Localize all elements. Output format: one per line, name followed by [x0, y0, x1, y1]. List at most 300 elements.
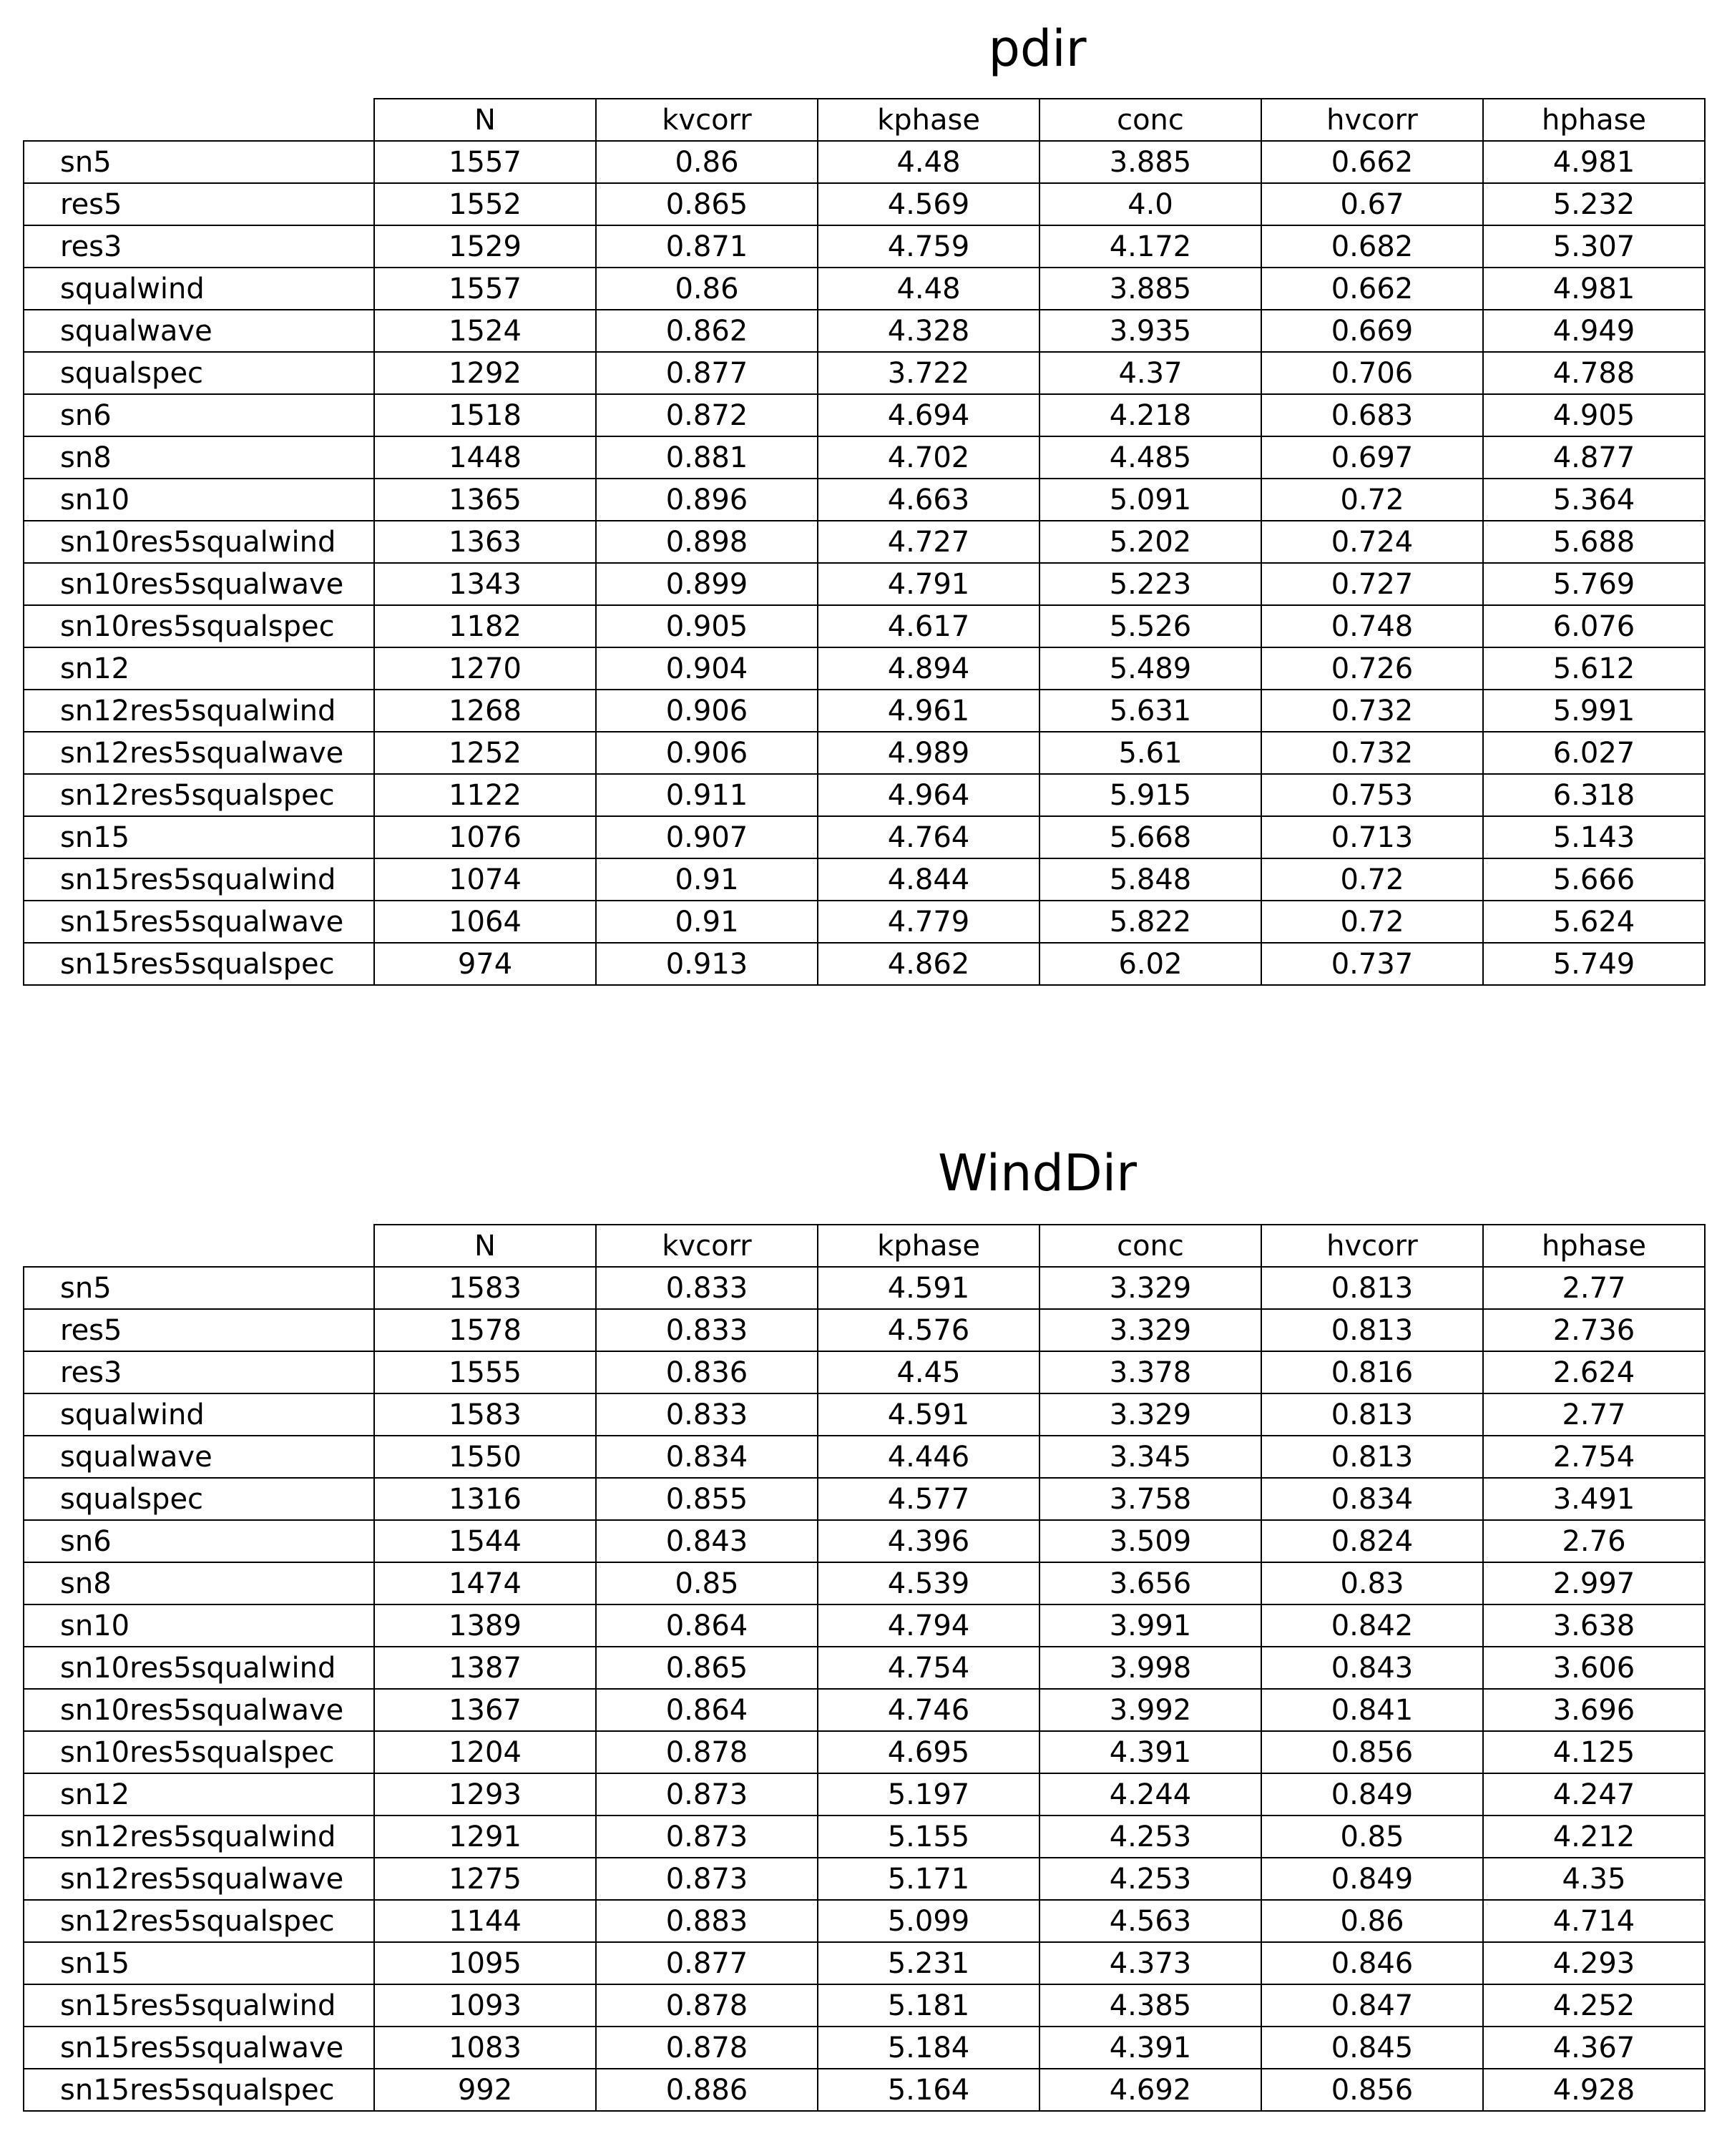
table-cell: 0.85 [596, 1562, 818, 1604]
table-cell: 4.48 [818, 268, 1039, 310]
table-cell: 4.844 [818, 858, 1039, 901]
table-cell: 0.682 [1261, 225, 1483, 268]
table-cell: 0.67 [1261, 183, 1483, 225]
table-cell: 0.906 [596, 690, 818, 732]
table-cell: 4.591 [818, 1267, 1039, 1309]
table-cell: 0.911 [596, 774, 818, 816]
row-label: sn6 [24, 394, 374, 436]
column-header: conc [1039, 99, 1261, 141]
table-row [24, 1436, 1705, 1478]
table-cell: 3.329 [1039, 1267, 1261, 1309]
table-row [24, 858, 1705, 901]
table-cell: 0.836 [596, 1351, 818, 1393]
table-cell: 2.77 [1483, 1267, 1705, 1309]
table-cell: 1474 [374, 1562, 596, 1604]
table-cell: 5.489 [1039, 647, 1261, 690]
table-cell: 4.252 [1483, 1984, 1705, 2027]
table-cell: 1557 [374, 268, 596, 310]
table-cell: 4.0 [1039, 183, 1261, 225]
table-cell: 4.981 [1483, 268, 1705, 310]
table-row [24, 690, 1705, 732]
table-row [24, 268, 1705, 310]
table-row [24, 901, 1705, 943]
table-cell: 0.753 [1261, 774, 1483, 816]
table-cell: 0.899 [596, 563, 818, 605]
table-row [24, 1267, 1705, 1309]
table-cell: 0.849 [1261, 1858, 1483, 1900]
table-cell: 2.624 [1483, 1351, 1705, 1393]
table-cell: 0.886 [596, 2069, 818, 2111]
column-header: kvcorr [596, 1225, 818, 1267]
table-cell: 3.378 [1039, 1351, 1261, 1393]
table-cell: 5.184 [818, 2027, 1039, 2069]
table-row [24, 1942, 1705, 1984]
table-cell: 5.749 [1483, 943, 1705, 985]
header-row [24, 1225, 1705, 1267]
table-cell: 5.181 [818, 1984, 1039, 2027]
table-cell: 0.834 [1261, 1478, 1483, 1520]
table-cell: 3.509 [1039, 1520, 1261, 1562]
table-cell: 5.143 [1483, 816, 1705, 858]
table-cell: 0.813 [1261, 1267, 1483, 1309]
table-cell: 4.218 [1039, 394, 1261, 436]
table-cell: 0.833 [596, 1267, 818, 1309]
column-header: hphase [1483, 1225, 1705, 1267]
table-cell: 1557 [374, 141, 596, 183]
table-cell: 1555 [374, 1351, 596, 1393]
table-cell: 0.864 [596, 1604, 818, 1647]
table-cell: 1544 [374, 1520, 596, 1562]
table-cell: 4.37 [1039, 352, 1261, 394]
table-row [24, 943, 1705, 985]
row-label: sn12res5squalwind [24, 1816, 374, 1858]
row-label: sn15res5squalwave [24, 2027, 374, 2069]
table-cell: 4.576 [818, 1309, 1039, 1351]
table-row [24, 1816, 1705, 1858]
table-cell: 0.86 [1261, 1900, 1483, 1942]
table-row [24, 2027, 1705, 2069]
table-cell: 1182 [374, 605, 596, 647]
table-row [24, 1858, 1705, 1900]
table-cell: 1268 [374, 690, 596, 732]
table-cell: 0.877 [596, 352, 818, 394]
table-cell: 0.878 [596, 2027, 818, 2069]
table-cell: 4.981 [1483, 141, 1705, 183]
table-cell: 4.446 [818, 1436, 1039, 1478]
table-row [24, 394, 1705, 436]
column-header: hvcorr [1261, 99, 1483, 141]
row-label: sn10res5squalwind [24, 521, 374, 563]
table-cell: 1578 [374, 1309, 596, 1351]
row-label: sn12 [24, 1773, 374, 1816]
table-row [24, 563, 1705, 605]
table-cell: 0.845 [1261, 2027, 1483, 2069]
table-cell: 2.76 [1483, 1520, 1705, 1562]
column-header: kphase [818, 99, 1039, 141]
table-cell: 1204 [374, 1731, 596, 1773]
table-cell: 3.722 [818, 352, 1039, 394]
row-label: sn10res5squalwave [24, 1689, 374, 1731]
table-cell: 6.027 [1483, 732, 1705, 774]
table-cell: 2.997 [1483, 1562, 1705, 1604]
row-label: res5 [24, 1309, 374, 1351]
table-cell: 5.091 [1039, 479, 1261, 521]
table-cell: 4.714 [1483, 1900, 1705, 1942]
table-cell: 0.877 [596, 1942, 818, 1984]
table-cell: 5.197 [818, 1773, 1039, 1816]
table-cell: 0.72 [1261, 901, 1483, 943]
table-cell: 1291 [374, 1816, 596, 1858]
table-cell: 4.746 [818, 1689, 1039, 1731]
table-cell: 6.02 [1039, 943, 1261, 985]
table-cell: 5.848 [1039, 858, 1261, 901]
table-cell: 3.638 [1483, 1604, 1705, 1647]
table-cell: 0.843 [596, 1520, 818, 1562]
table-row [24, 1562, 1705, 1604]
row-label: squalwind [24, 268, 374, 310]
table-cell: 4.702 [818, 436, 1039, 479]
table-cell: 1529 [374, 225, 596, 268]
header-row [24, 99, 1705, 141]
table-cell: 4.663 [818, 479, 1039, 521]
table-cell: 0.72 [1261, 858, 1483, 901]
table-cell: 5.915 [1039, 774, 1261, 816]
column-header: N [374, 99, 596, 141]
table-cell: 0.878 [596, 1984, 818, 2027]
table-row [24, 816, 1705, 858]
column-header: hvcorr [1261, 1225, 1483, 1267]
column-header: conc [1039, 1225, 1261, 1267]
table-cell: 5.099 [818, 1900, 1039, 1942]
table-cell: 0.697 [1261, 436, 1483, 479]
table-cell: 0.824 [1261, 1520, 1483, 1562]
row-label: sn10 [24, 479, 374, 521]
table-cell: 4.577 [818, 1478, 1039, 1520]
table-cell: 0.833 [596, 1309, 818, 1351]
table-cell: 4.35 [1483, 1858, 1705, 1900]
table-cell: 3.329 [1039, 1309, 1261, 1351]
row-label: sn5 [24, 1267, 374, 1309]
table-cell: 5.307 [1483, 225, 1705, 268]
row-label: sn8 [24, 436, 374, 479]
table-cell: 0.91 [596, 858, 818, 901]
table-row [24, 647, 1705, 690]
table-cell: 4.212 [1483, 1816, 1705, 1858]
table-cell: 0.83 [1261, 1562, 1483, 1604]
table-row [24, 1984, 1705, 2027]
table-cell: 4.391 [1039, 1731, 1261, 1773]
table-cell: 0.727 [1261, 563, 1483, 605]
table-cell: 992 [374, 2069, 596, 2111]
table-cell: 0.834 [596, 1436, 818, 1478]
table-cell: 0.713 [1261, 816, 1483, 858]
row-label: sn10res5squalwave [24, 563, 374, 605]
table-cell: 0.732 [1261, 690, 1483, 732]
table-cell: 4.754 [818, 1647, 1039, 1689]
table-winddir [23, 1224, 1706, 2112]
table-title-winddir: WindDir [937, 1144, 1138, 1202]
table-cell: 4.48 [818, 141, 1039, 183]
table-cell: 0.86 [596, 141, 818, 183]
table-cell: 0.864 [596, 1689, 818, 1731]
table-row [24, 1604, 1705, 1647]
table-cell: 1270 [374, 647, 596, 690]
table-cell: 0.85 [1261, 1816, 1483, 1858]
table-cell: 2.77 [1483, 1393, 1705, 1436]
table-cell: 4.788 [1483, 352, 1705, 394]
table-cell: 4.391 [1039, 2027, 1261, 2069]
row-label: squalwave [24, 310, 374, 352]
table-cell: 0.86 [596, 268, 818, 310]
table-cell: 4.485 [1039, 436, 1261, 479]
table-cell: 0.813 [1261, 1393, 1483, 1436]
table-cell: 4.727 [818, 521, 1039, 563]
table-cell: 0.732 [1261, 732, 1483, 774]
table-row [24, 732, 1705, 774]
table-cell: 5.232 [1483, 183, 1705, 225]
table-cell: 4.694 [818, 394, 1039, 436]
table-cell: 0.862 [596, 310, 818, 352]
table-cell: 0.683 [1261, 394, 1483, 436]
table-cell: 0.907 [596, 816, 818, 858]
table-cell: 1365 [374, 479, 596, 521]
table-row [24, 1520, 1705, 1562]
table-cell: 1389 [374, 1604, 596, 1647]
row-label: squalspec [24, 1478, 374, 1520]
table-cell: 0.878 [596, 1731, 818, 1773]
row-label: res3 [24, 1351, 374, 1393]
table-cell: 4.791 [818, 563, 1039, 605]
table-row [24, 310, 1705, 352]
table-cell: 4.695 [818, 1731, 1039, 1773]
table-cell: 4.45 [818, 1351, 1039, 1393]
table-row [24, 774, 1705, 816]
table-cell: 3.935 [1039, 310, 1261, 352]
table-row [24, 141, 1705, 183]
table-cell: 1252 [374, 732, 596, 774]
table-cell: 0.843 [1261, 1647, 1483, 1689]
table-row [24, 225, 1705, 268]
table-cell: 0.856 [1261, 1731, 1483, 1773]
table-row [24, 479, 1705, 521]
table-cell: 4.794 [818, 1604, 1039, 1647]
table-cell: 2.754 [1483, 1436, 1705, 1478]
table-cell: 5.61 [1039, 732, 1261, 774]
table-cell: 1122 [374, 774, 596, 816]
table-cell: 5.688 [1483, 521, 1705, 563]
table-cell: 0.883 [596, 1900, 818, 1942]
table-cell: 0.856 [1261, 2069, 1483, 2111]
table-cell: 4.779 [818, 901, 1039, 943]
table-cell: 0.896 [596, 479, 818, 521]
row-label: sn15res5squalspec [24, 943, 374, 985]
table-cell: 1292 [374, 352, 596, 394]
table-cell: 0.726 [1261, 647, 1483, 690]
table-cell: 0.724 [1261, 521, 1483, 563]
row-label: sn8 [24, 1562, 374, 1604]
table-cell: 5.624 [1483, 901, 1705, 943]
table-row [24, 352, 1705, 394]
table-cell: 0.816 [1261, 1351, 1483, 1393]
table-row [24, 1773, 1705, 1816]
table-cell: 0.842 [1261, 1604, 1483, 1647]
table-cell: 4.692 [1039, 2069, 1261, 2111]
table-cell: 5.769 [1483, 563, 1705, 605]
row-label: sn12res5squalwind [24, 690, 374, 732]
table-cell: 4.539 [818, 1562, 1039, 1604]
table-cell: 1064 [374, 901, 596, 943]
row-label: sn12res5squalwave [24, 1858, 374, 1900]
table-cell: 0.669 [1261, 310, 1483, 352]
table-cell: 0.905 [596, 605, 818, 647]
row-label: sn15res5squalwind [24, 858, 374, 901]
table-row [24, 2069, 1705, 2111]
row-label: squalwave [24, 1436, 374, 1478]
table-cell: 1144 [374, 1900, 596, 1942]
table-cell: 4.293 [1483, 1942, 1705, 1984]
table-cell: 1524 [374, 310, 596, 352]
table-cell: 5.991 [1483, 690, 1705, 732]
table-cell: 4.396 [818, 1520, 1039, 1562]
table-cell: 1074 [374, 858, 596, 901]
table-row [24, 1647, 1705, 1689]
table-cell: 4.367 [1483, 2027, 1705, 2069]
table-cell: 5.202 [1039, 521, 1261, 563]
row-label: sn6 [24, 1520, 374, 1562]
table-row [24, 1478, 1705, 1520]
table-cell: 4.989 [818, 732, 1039, 774]
table-cell: 0.813 [1261, 1436, 1483, 1478]
table-cell: 4.244 [1039, 1773, 1261, 1816]
table-cell: 1448 [374, 436, 596, 479]
table-row [24, 1900, 1705, 1942]
row-label: sn12res5squalspec [24, 774, 374, 816]
row-label: sn15res5squalwind [24, 1984, 374, 2027]
row-label: sn10res5squalspec [24, 1731, 374, 1773]
column-header: hphase [1483, 99, 1705, 141]
table-cell: 4.591 [818, 1393, 1039, 1436]
table-cell: 0.847 [1261, 1984, 1483, 2027]
table-row [24, 605, 1705, 647]
table-cell: 4.928 [1483, 2069, 1705, 2111]
table-cell: 1550 [374, 1436, 596, 1478]
table-cell: 5.364 [1483, 479, 1705, 521]
table-cell: 5.171 [818, 1858, 1039, 1900]
table-cell: 1275 [374, 1858, 596, 1900]
table-cell: 1316 [374, 1478, 596, 1520]
row-label: sn10res5squalwind [24, 1647, 374, 1689]
table-cell: 1076 [374, 816, 596, 858]
table-cell: 4.385 [1039, 1984, 1261, 2027]
table-cell: 2.736 [1483, 1309, 1705, 1351]
table-cell: 5.822 [1039, 901, 1261, 943]
row-label: sn15res5squalspec [24, 2069, 374, 2111]
table-cell: 3.758 [1039, 1478, 1261, 1520]
table-cell: 0.871 [596, 225, 818, 268]
table-cell: 0.898 [596, 521, 818, 563]
table-cell: 3.998 [1039, 1647, 1261, 1689]
row-label: squalspec [24, 352, 374, 394]
table-cell: 4.253 [1039, 1858, 1261, 1900]
row-label: sn15 [24, 1942, 374, 1984]
header-corner [24, 99, 374, 141]
table-cell: 0.748 [1261, 605, 1483, 647]
table-cell: 0.662 [1261, 268, 1483, 310]
table-cell: 4.877 [1483, 436, 1705, 479]
column-header: N [374, 1225, 596, 1267]
table-cell: 4.247 [1483, 1773, 1705, 1816]
table-cell: 0.833 [596, 1393, 818, 1436]
table-pdir [23, 98, 1706, 986]
row-label: sn15 [24, 816, 374, 858]
table-cell: 0.913 [596, 943, 818, 985]
table-cell: 0.72 [1261, 479, 1483, 521]
table-cell: 0.873 [596, 1858, 818, 1900]
table-cell: 3.656 [1039, 1562, 1261, 1604]
table-cell: 5.612 [1483, 647, 1705, 690]
table-cell: 3.885 [1039, 141, 1261, 183]
row-label: sn12 [24, 647, 374, 690]
table-cell: 4.328 [818, 310, 1039, 352]
table-cell: 0.881 [596, 436, 818, 479]
table-cell: 1363 [374, 521, 596, 563]
table-cell: 3.345 [1039, 1436, 1261, 1478]
table-cell: 0.865 [596, 1647, 818, 1689]
table-cell: 0.841 [1261, 1689, 1483, 1731]
table-cell: 3.992 [1039, 1689, 1261, 1731]
table-cell: 4.949 [1483, 310, 1705, 352]
table-cell: 0.873 [596, 1816, 818, 1858]
table-cell: 4.125 [1483, 1731, 1705, 1773]
table-cell: 5.155 [818, 1816, 1039, 1858]
table-cell: 3.885 [1039, 268, 1261, 310]
table-cell: 4.894 [818, 647, 1039, 690]
table-cell: 1095 [374, 1942, 596, 1984]
table-cell: 3.606 [1483, 1647, 1705, 1689]
table-cell: 4.764 [818, 816, 1039, 858]
row-label: res3 [24, 225, 374, 268]
table-cell: 3.991 [1039, 1604, 1261, 1647]
table-cell: 6.076 [1483, 605, 1705, 647]
table-cell: 4.563 [1039, 1900, 1261, 1942]
table-cell: 5.666 [1483, 858, 1705, 901]
table-cell: 0.904 [596, 647, 818, 690]
table-cell: 5.231 [818, 1942, 1039, 1984]
table-cell: 5.526 [1039, 605, 1261, 647]
table-cell: 0.846 [1261, 1942, 1483, 1984]
column-header: kphase [818, 1225, 1039, 1267]
table-cell: 0.855 [596, 1478, 818, 1520]
table-row [24, 1309, 1705, 1351]
table-cell: 1083 [374, 2027, 596, 2069]
table-cell: 6.318 [1483, 774, 1705, 816]
table-cell: 1583 [374, 1267, 596, 1309]
table-cell: 4.172 [1039, 225, 1261, 268]
table-cell: 0.91 [596, 901, 818, 943]
table-cell: 1583 [374, 1393, 596, 1436]
table-cell: 0.737 [1261, 943, 1483, 985]
table-cell: 0.662 [1261, 141, 1483, 183]
table-cell: 3.696 [1483, 1689, 1705, 1731]
table-cell: 4.569 [818, 183, 1039, 225]
table-cell: 3.491 [1483, 1478, 1705, 1520]
table-row [24, 1351, 1705, 1393]
table-row [24, 1393, 1705, 1436]
table-cell: 974 [374, 943, 596, 985]
table-cell: 0.873 [596, 1773, 818, 1816]
table-cell: 3.329 [1039, 1393, 1261, 1436]
table-row [24, 183, 1705, 225]
